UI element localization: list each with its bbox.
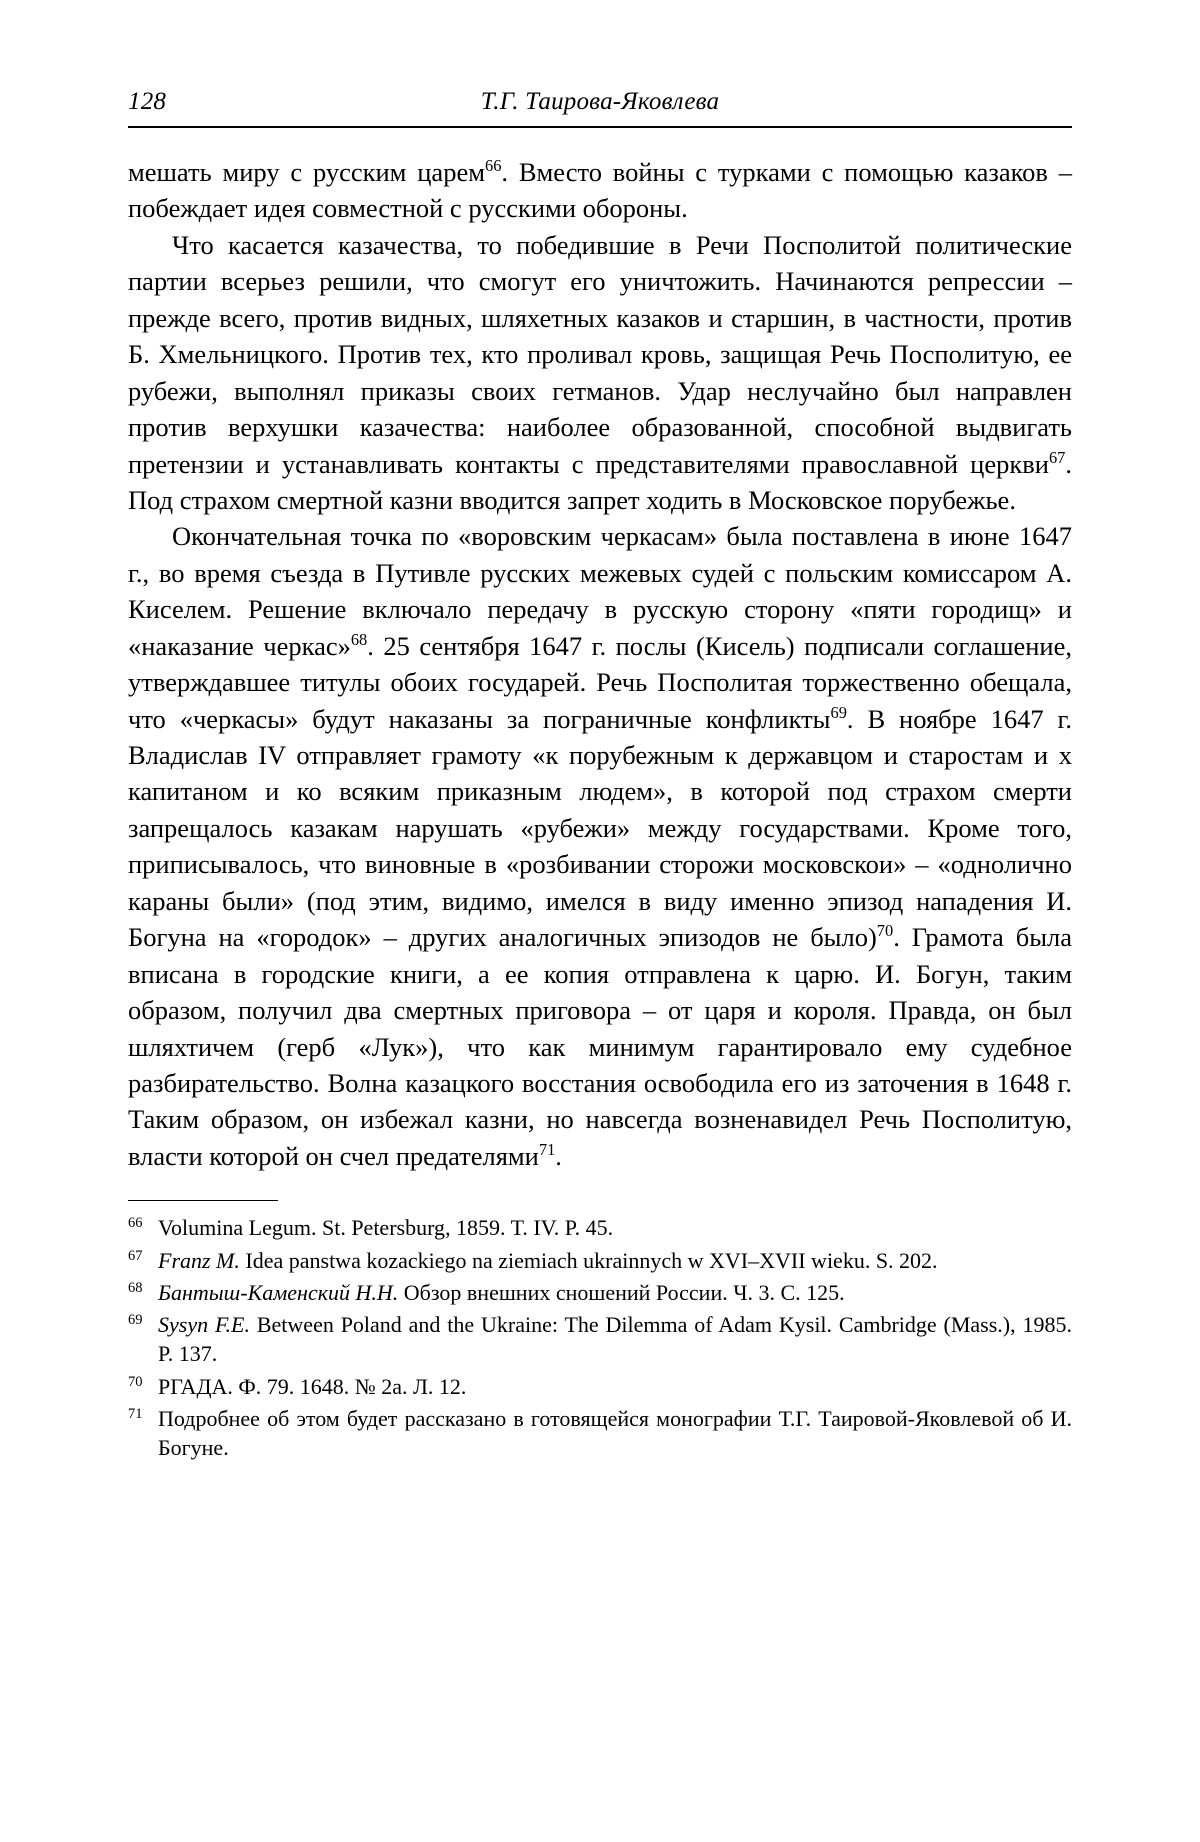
italic-text: Franz M. — [158, 1247, 240, 1273]
footnote-reference: 69 — [830, 702, 847, 722]
text-run: . — [555, 1140, 562, 1171]
footnote-reference: 66 — [484, 156, 502, 176]
text-run: . 25 сентября 1647 г. послы (Кисель) подписали соглашение, утверждавшее титулы обоих государей. Речь Посполитая торжественно обещала, что «черкасы» будут наказаны за пограничные конфликты — [128, 630, 1072, 734]
text-run: Volumina Legum. St. Petersburg, 1859. T. IV. P. 45. — [158, 1215, 614, 1241]
text-run: . Грамота была вписана в городские книги, а ее копия отправлена к царю. И. Богун, таким образом, получил два смертных приговора – от царя и короля. Правда, он был шляхтичем (герб «Лук»), что как минимум гарантировало ему судебное разбирательство. Волна казацкого восстания освободила его из заточения в 1648 г. Таким образом, он избежал казни, но навсегда возненавидел Речь Посполитую, власти которой он счел предателями — [128, 922, 1072, 1171]
text-run: . Под страхом смертной казни вводится запрет ходить в Московское порубежье. — [128, 448, 1072, 515]
running-head — [128, 88, 1072, 126]
footnote-number: 67 — [128, 1247, 143, 1264]
text-run: мешать миру с русским царем — [128, 157, 485, 187]
footnote-text — [158, 1372, 1072, 1401]
text-run: Что касается казачества, то победившие в Речи Посполитой политические партии всерьез решили, что смогут его уничтожить. Начинаются репрессии – прежде всего, против видных, шляхетных казаков и старшин, в частности, против Б. Хмельницкого. Против тех, кто проливал кровь, защищая Речь Посполитую, ее рубежи, выполнял приказы своих гетманов. Удар неслучайно был направлен против верхушки казачества: наиболее образованной, способной выдвигать претензии и устанавливать контакты с представителями православной церкви — [128, 229, 1072, 479]
footnote-item — [128, 1246, 1072, 1275]
header-rule — [128, 126, 1072, 128]
text-run: Idea panstwa kozackiego na ziemiach ukrainnych w XVI–XVII wieku. S. 202. — [239, 1247, 938, 1273]
text-run: Окончательная точка по «воровским черкасам» была поставлена в июне 1647 г., во время съезда в Путивле русских межевых судей с польским комиссаром А. Киселем. Решение включало передачу в русскую сторону «пяти городищ» и «наказание черкас» — [128, 521, 1072, 661]
footnote-text — [158, 1246, 1072, 1275]
text-run: РГАДА. Ф. 79. 1648. № 2а. Л. 12. — [158, 1373, 467, 1399]
footnote-number: 71 — [128, 1405, 143, 1422]
page-number: 128 — [128, 88, 167, 115]
body-paragraph — [128, 518, 1072, 1174]
text-run: Обзор внешних сношений России. Ч. 3. С. 125. — [398, 1279, 845, 1305]
footnote-text — [158, 1278, 1072, 1307]
running-head-author: Т.Г. Таирова-Яковлева — [480, 88, 720, 115]
body-paragraph — [128, 154, 1072, 227]
footnote-reference: 67 — [1048, 447, 1066, 467]
italic-text: Бантыш-Каменский Н.Н. — [158, 1279, 399, 1305]
footnote-number: 66 — [128, 1215, 143, 1232]
footnote-text — [158, 1213, 1072, 1242]
text-run: . В ноябре 1647 г. Владислав IV отправляет грамоту «к порубежным к державцом и старостам и х капитаном и ко всяким приказным людем», в которой под страхом смерти запрещалось казакам нарушать «рубежи» между государствами. Кроме того, приписывалось, что виновные в «розбивании сторожи московскои» – «однолично караны были» (под этим, видимо, имелся в виду именно эпизод нападения И. Богуна на «городок» – других аналогичных эпизодов не было) — [128, 703, 1072, 953]
footnote-text — [158, 1404, 1072, 1463]
text-run: Between Poland and the Ukraine: The Dilemma of Adam Kysil. Cambridge (Mass.), 1985. P. 137. — [158, 1312, 1072, 1367]
footnote-item — [128, 1278, 1072, 1307]
footnote-item — [128, 1372, 1072, 1401]
footnote-number: 69 — [128, 1312, 143, 1328]
body-paragraph — [128, 227, 1072, 519]
italic-text: Sysyn F.E. — [158, 1312, 250, 1337]
footnote-reference: 70 — [876, 921, 894, 941]
footnote-item — [128, 1310, 1072, 1369]
footnote-reference: 71 — [538, 1139, 556, 1159]
footnote-item — [128, 1404, 1072, 1463]
footnote-number: 68 — [128, 1279, 143, 1296]
body-text — [128, 154, 1072, 1174]
footnote-number: 70 — [128, 1373, 143, 1390]
footnote-reference: 68 — [350, 629, 368, 649]
footnote-text — [158, 1310, 1072, 1369]
text-run: . Вместо войны с турками с помощью казаков – побеждает идея совместной с русскими обороны. — [128, 157, 1072, 224]
footnote-separator-rule — [128, 1200, 278, 1201]
footnotes-list — [128, 1213, 1072, 1462]
text-run: Подробнее об этом будет рассказано в готовящейся монографии Т.Г. Таировой-Яковлевой об И. Богуне. — [158, 1405, 1072, 1460]
footnote-item — [128, 1213, 1072, 1242]
